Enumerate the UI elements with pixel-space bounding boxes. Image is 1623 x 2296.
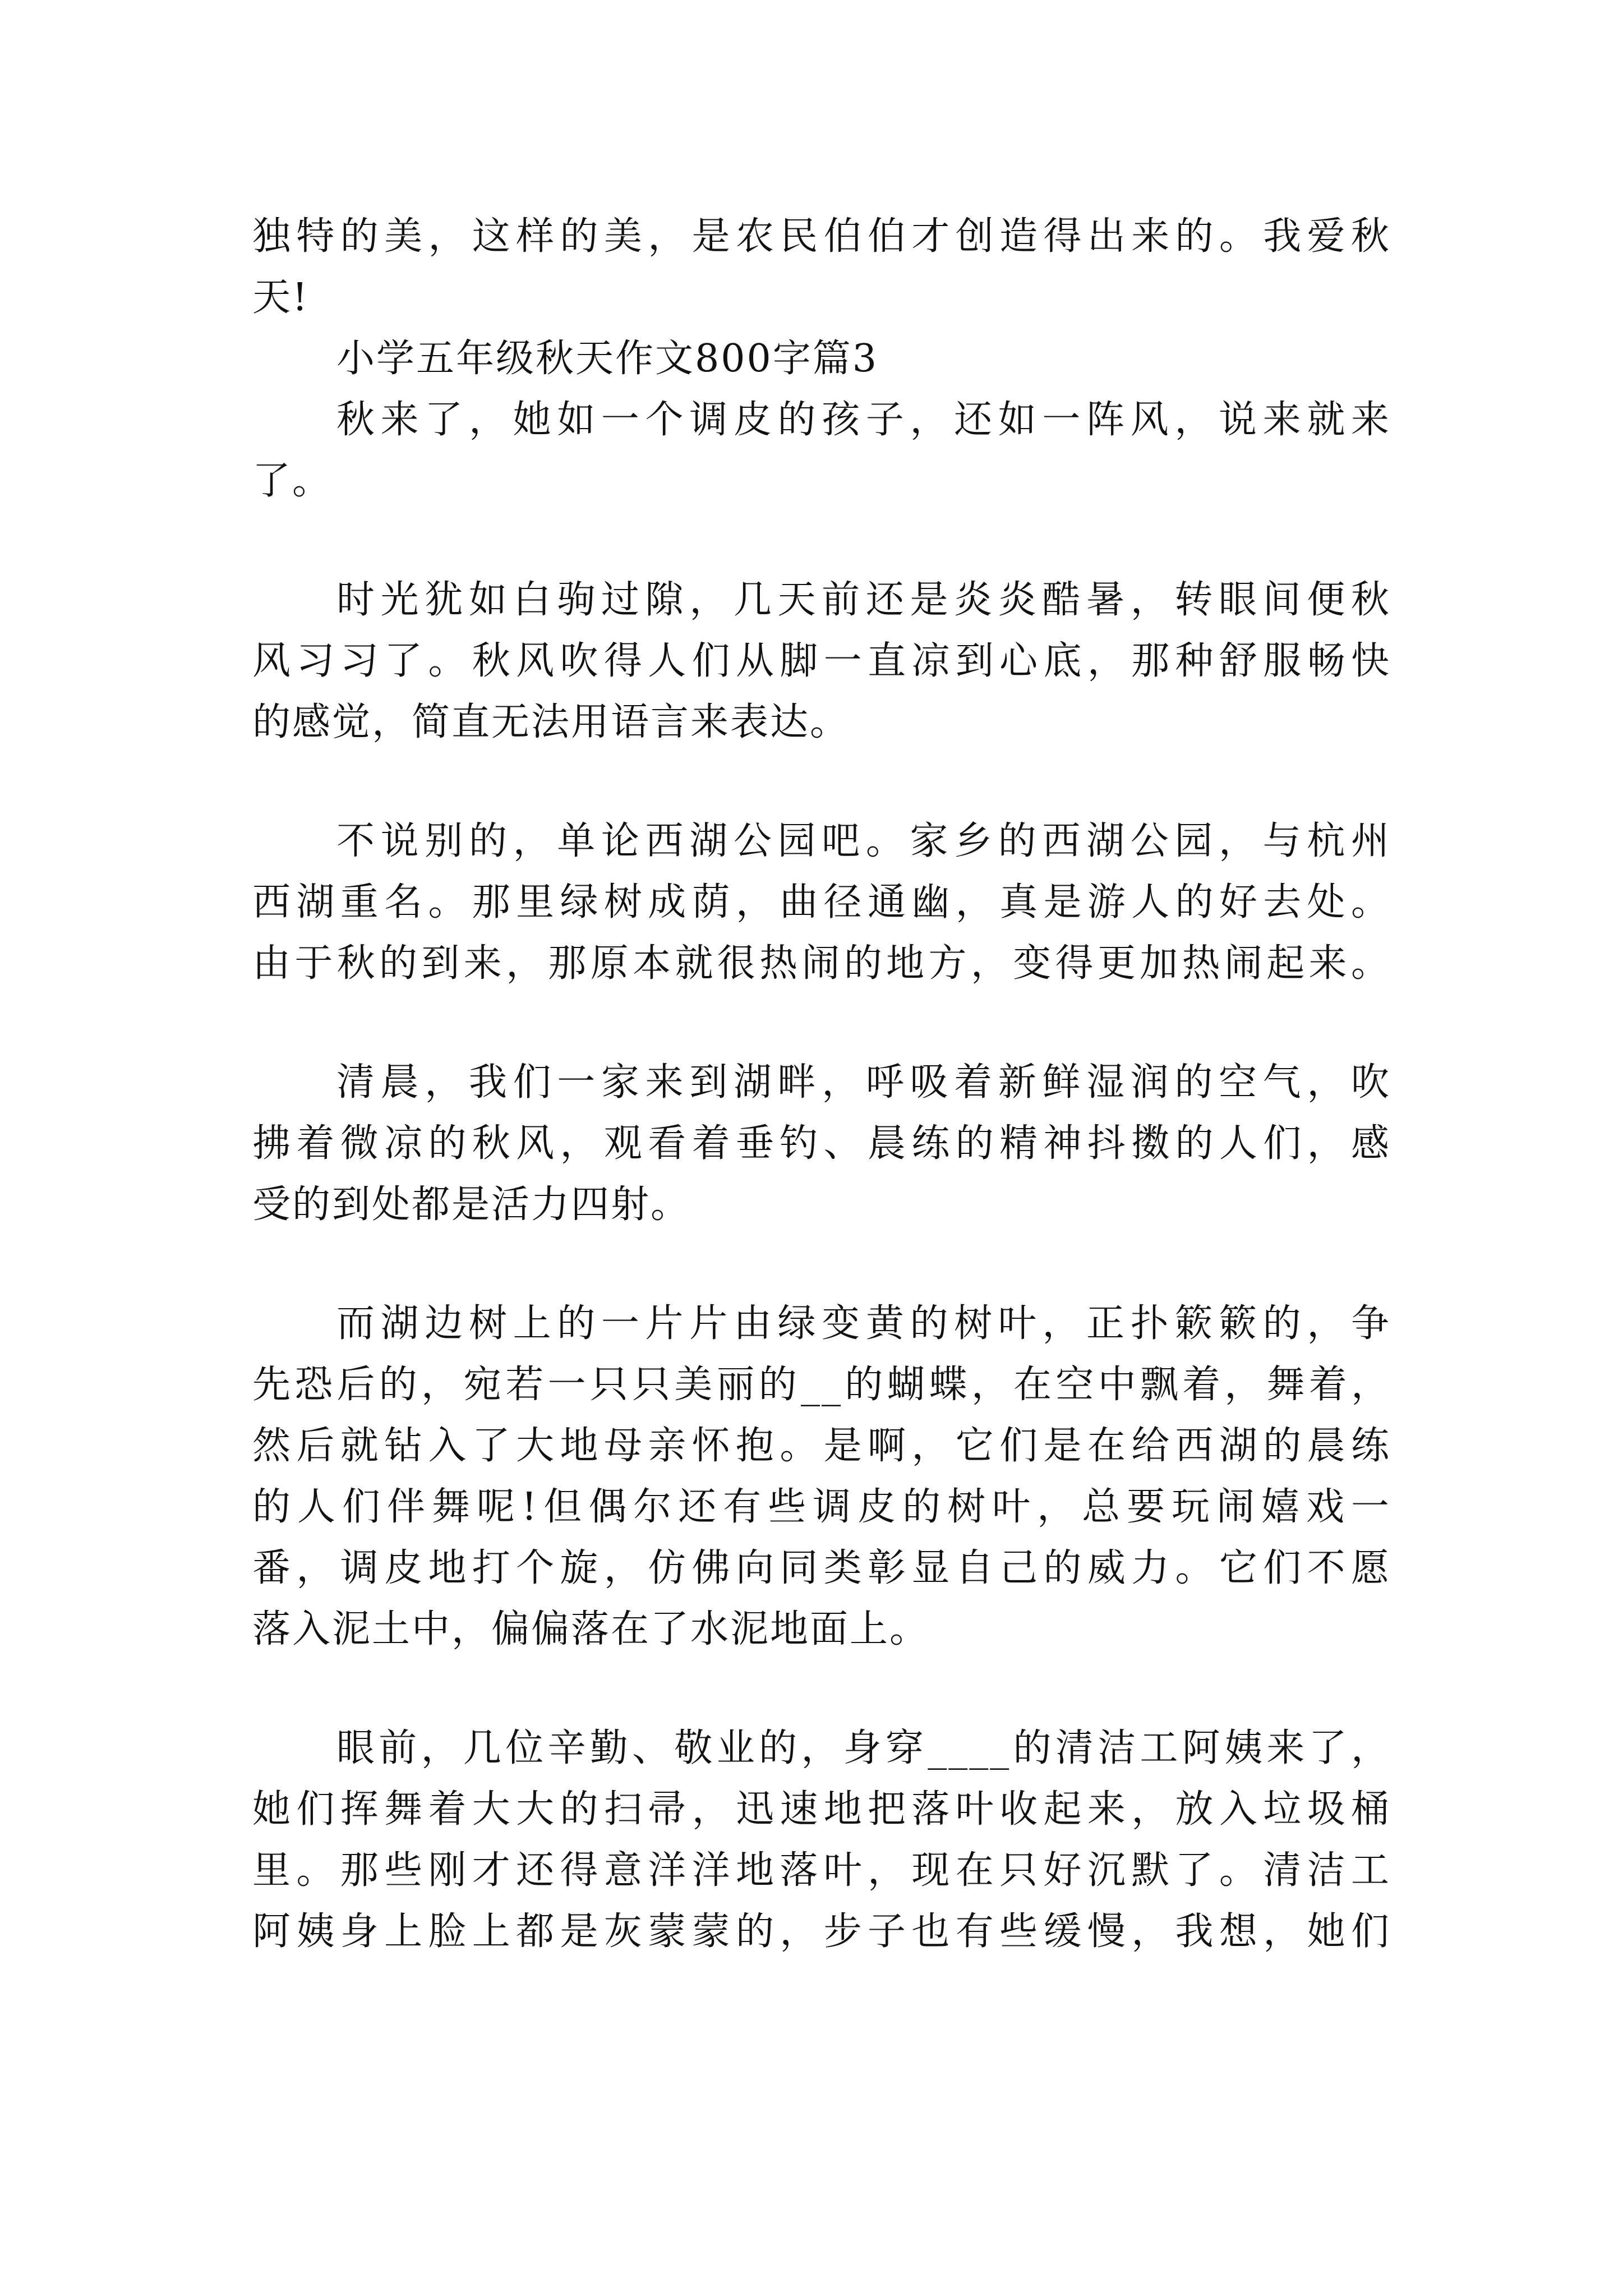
paragraph-line: 了。 xyxy=(252,459,333,503)
paragraph-line: 由于秋的到来，那原本就很热闹的地方，变得更加热闹起来。 xyxy=(252,941,1391,986)
paragraph-line: 而湖边树上的一片片由绿变黄的树叶，正扑簌簌的，争 xyxy=(336,1301,1391,1346)
text-line: 天! xyxy=(252,275,310,320)
paragraph-line: 先恐后的，宛若一只只美丽的__的蝴蝶，在空中飘着，舞着， xyxy=(252,1363,1391,1407)
paragraph-line: 里。那些刚才还得意洋洋地落叶，现在只好沉默了。清洁工 xyxy=(252,1848,1391,1893)
paragraph-line: 受的到处都是活力四射。 xyxy=(252,1182,691,1227)
text-line: 独特的美，这样的美，是农民伯伯才创造得出来的。我爱秋 xyxy=(252,214,1391,259)
paragraph-line: 清晨，我们一家来到湖畔，呼吸着新鲜湿润的空气，吹 xyxy=(336,1060,1391,1105)
paragraph-line: 西湖重名。那里绿树成荫，曲径通幽，真是游人的好去处。 xyxy=(252,880,1391,924)
paragraph-line: 她们挥舞着大大的扫帚，迅速地把落叶收起来，放入垃圾桶 xyxy=(252,1787,1391,1832)
paragraph-line: 时光犹如白驹过隙，几天前还是炎炎酷暑，转眼间便秋 xyxy=(336,578,1391,622)
paragraph-line: 不说别的，单论西湖公园吧。家乡的西湖公园，与杭州 xyxy=(336,819,1391,863)
paragraph-line: 秋来了，她如一个调皮的孩子，还如一阵风，说来就来 xyxy=(336,398,1391,442)
paragraph-line: 落入泥土中，偏偏落在了水泥地面上。 xyxy=(252,1607,930,1651)
paragraph-line: 阿姨身上脸上都是灰蒙蒙的，步子也有些缓慢，我想，她们 xyxy=(252,1910,1391,1954)
paragraph-line: 番，调皮地打个旋，仿佛向同类彰显自己的威力。它们不愿 xyxy=(252,1546,1391,1590)
paragraph-line: 拂着微凉的秋风，观看着垂钓、晨练的精神抖擞的人们，感 xyxy=(252,1121,1391,1166)
paragraph-line: 然后就钻入了大地母亲怀抱。是啊，它们是在给西湖的晨练 xyxy=(252,1424,1391,1468)
paragraph-line: 眼前，几位辛勤、敬业的，身穿____的清洁工阿姨来了， xyxy=(336,1726,1391,1770)
paragraph-line: 风习习了。秋风吹得人们从脚一直凉到心底，那种舒服畅快 xyxy=(252,639,1391,683)
paragraph-line: 的感觉，简直无法用语言来表达。 xyxy=(252,700,850,744)
paragraph-line: 的人们伴舞呢!但偶尔还有些调皮的树叶，总要玩闹嬉戏一 xyxy=(252,1485,1391,1529)
section-heading: 小学五年级秋天作文800字篇3 xyxy=(336,337,879,381)
